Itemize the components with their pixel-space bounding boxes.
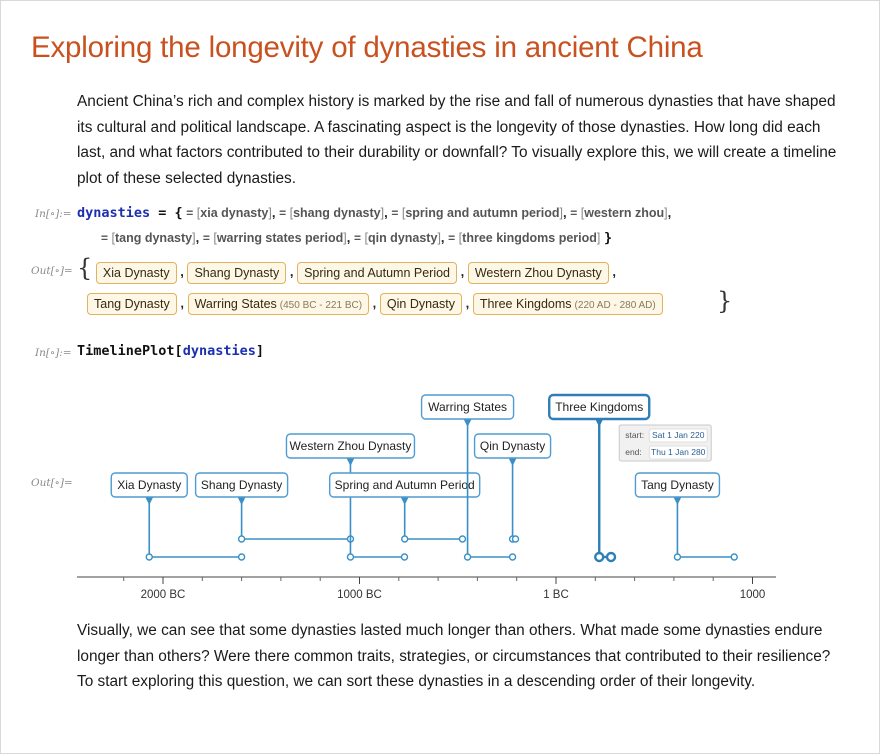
event-label: Shang Dynasty	[200, 478, 283, 492]
entity-chip[interactable]: Shang Dynasty	[187, 262, 286, 284]
outro-paragraph: Visually, we can see that some dynasties lasted much longer than others. What made some dynasties endure longer than others? Were there common traits, strategies, or circumstances that contributed to their resilience? To start exploring this question, we can sort these dynasties in a descending order of their longevity.	[77, 622, 831, 690]
event-label: Qin Dynasty	[479, 439, 546, 453]
entity-chip[interactable]: Western Zhou Dynasty	[468, 262, 609, 284]
input-label: In[∘]:=	[35, 208, 72, 220]
output-list-line-1: { Xia Dynasty , Shang Dynasty , Spring and Autumn Period , Western Zhou Dynasty ,	[77, 254, 616, 282]
entity-token[interactable]: = [tang dynasty]	[101, 231, 196, 245]
entity-token[interactable]: = [shang dynasty]	[279, 206, 385, 220]
axis-tick-label: 1000 BC	[337, 589, 382, 601]
axis-tick-label: 1 BC	[543, 589, 569, 601]
event-label: Tang Dynasty	[641, 478, 714, 492]
timeline-plot[interactable]	[71, 383, 791, 603]
assign-brace: = {	[150, 205, 183, 221]
axis-tick-label: 1000	[739, 589, 766, 601]
output-label: Out[∘]=	[31, 265, 73, 277]
entity-token[interactable]: = [western zhou]	[570, 206, 668, 220]
variable-dynasties: dynasties	[77, 205, 151, 221]
section-title: Exploring the longevity of dynasties in ancient China	[31, 31, 703, 64]
entity-chip[interactable]: Warring States (450 BC - 221 BC)	[188, 293, 369, 315]
entity-chip[interactable]: Xia Dynasty	[96, 262, 177, 284]
tooltip-value: Thu 1 Jan 280	[651, 447, 706, 457]
event-label: Three Kingdoms	[555, 400, 644, 414]
close-brace: }	[604, 230, 613, 246]
axis-tick-label: 2000 BC	[140, 589, 186, 601]
timeline-event[interactable]	[475, 434, 551, 542]
output-label: Out[∘]=	[31, 477, 73, 489]
tooltip-value: Sat 1 Jan 220	[651, 430, 705, 440]
timeline-event[interactable]	[330, 473, 480, 542]
entity-token[interactable]: = [xia dynasty]	[186, 206, 272, 220]
event-label: Spring and Autumn Period	[334, 478, 475, 492]
input-label: In[∘]:=	[35, 347, 72, 359]
entity-chip[interactable]: Three Kingdoms (220 AD - 280 AD)	[473, 293, 663, 315]
entity-token[interactable]: = [warring states period]	[202, 231, 347, 245]
event-label: Xia Dynasty	[117, 478, 182, 492]
event-tooltip	[619, 425, 711, 461]
entity-chip[interactable]: Spring and Autumn Period	[297, 262, 457, 284]
tooltip-key: end:	[625, 447, 642, 457]
timeline-event[interactable]	[635, 473, 737, 560]
open-brace: {	[77, 254, 93, 282]
entity-token[interactable]: = [spring and autumn period]	[391, 206, 563, 220]
event-label: Warring States	[428, 400, 508, 414]
entity-chip[interactable]: Qin Dynasty	[380, 293, 462, 315]
entity-chip[interactable]: Tang Dynasty	[87, 293, 177, 315]
tooltip-key: start:	[625, 430, 645, 440]
code-input-line-2[interactable]: = [tang dynasty], = [warring states period], = [qin dynasty], = [three kingdoms period] }	[101, 230, 613, 246]
intro-paragraph: Ancient China’s rich and complex history is marked by the rise and fall of numerous dynasties that have shaped its cultural and political landscape. A fascinating aspect is the longevity of those dynasties. How long did each last, and what factors contributed to their durability or downfall? To visually explore this, we will create a timeline plot of these selected dynasties.	[77, 93, 837, 187]
output-list-line-2: Tang Dynasty , Warring States (450 BC - 221 BC) , Qin Dynasty , Three Kingdoms (220 AD - 280 AD)	[87, 293, 663, 315]
code-input-timelineplot[interactable]: TimelinePlot[dynasties]	[77, 343, 264, 359]
code-input-line-1[interactable]: dynasties = { = [xia dynasty], = [shang dynasty], = [spring and autumn period], = [western zhou],	[77, 205, 672, 221]
entity-token[interactable]: = [three kingdoms period]	[448, 231, 601, 245]
timeline-event[interactable]	[549, 395, 649, 561]
close-brace-output: }	[717, 287, 733, 315]
entity-token[interactable]: = [qin dynasty]	[353, 231, 441, 245]
function-name: TimelinePlot	[77, 343, 175, 359]
argument-variable: dynasties	[182, 343, 256, 359]
event-label: Western Zhou Dynasty	[289, 439, 412, 453]
